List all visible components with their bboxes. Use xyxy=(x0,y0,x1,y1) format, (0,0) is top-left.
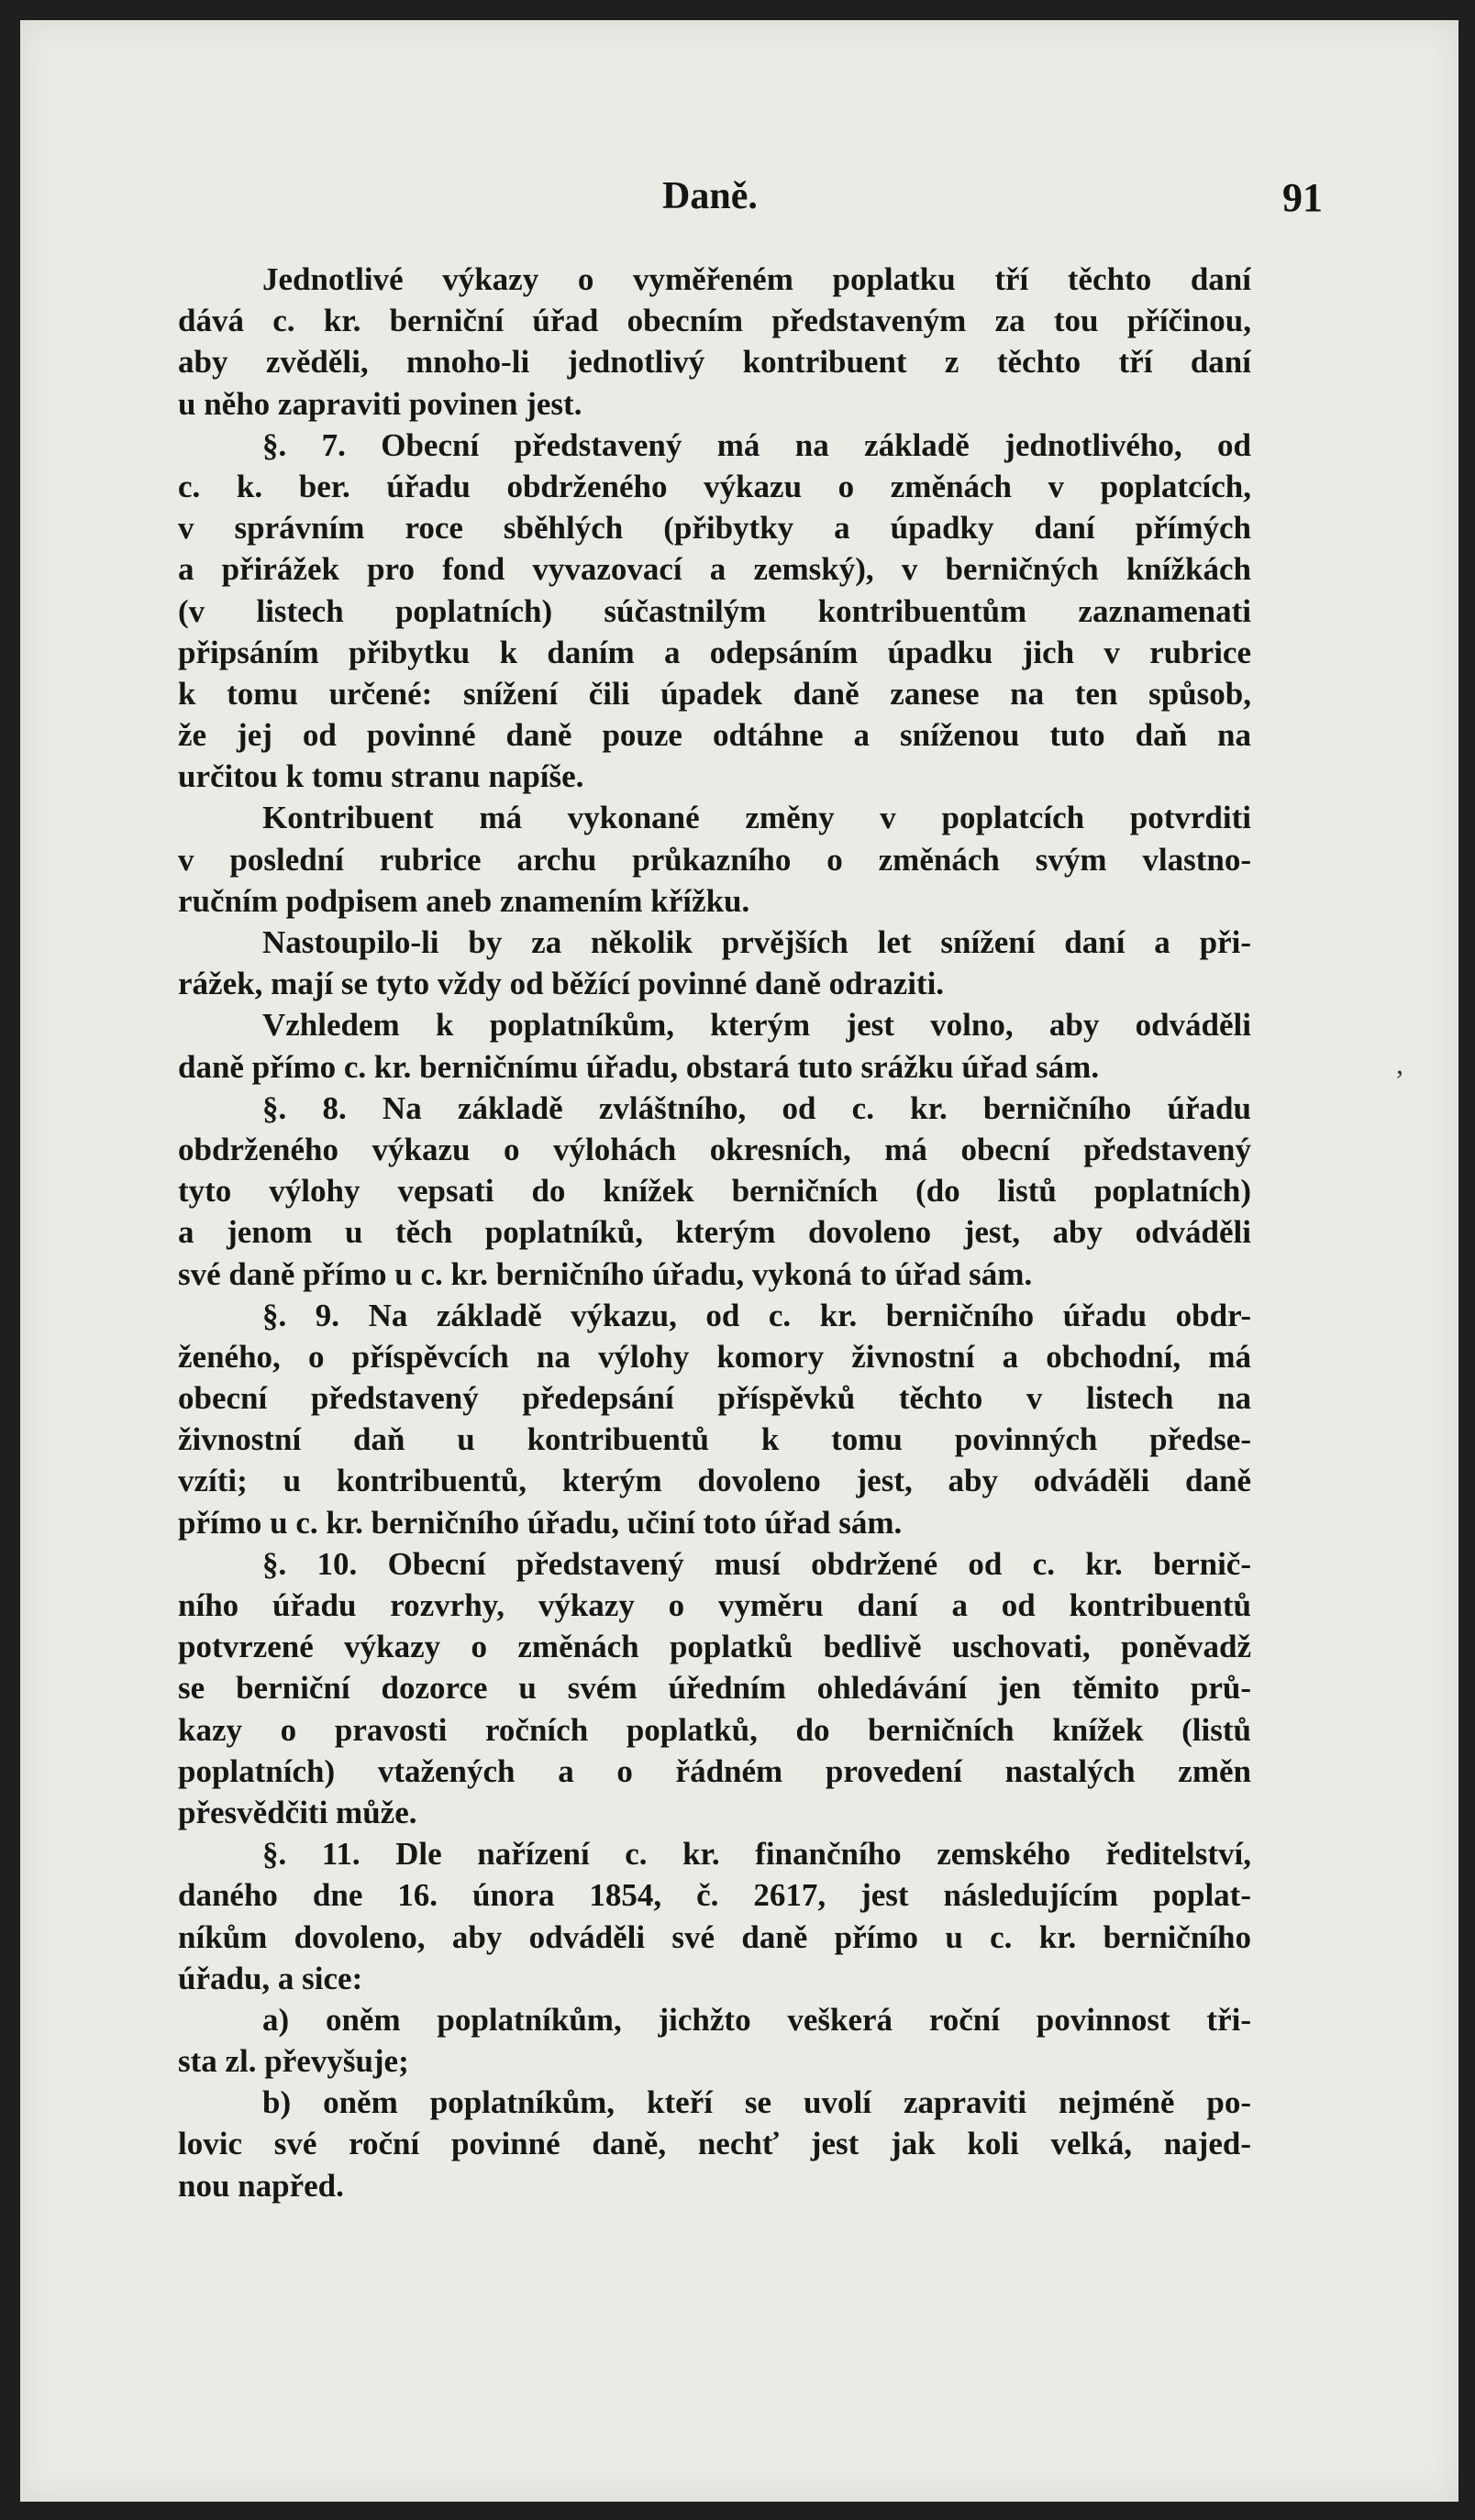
text-line: Nastoupilo-li by za několik prvějších let snížení daní a při- xyxy=(262,924,1251,960)
text-line: potvrzené výkazy o změnách poplatků bedlivě uschovati, poněvadž xyxy=(178,1629,1251,1665)
text-line: a jenom u těch poplatníků, kterým dovoleno jest, aby odváděli xyxy=(178,1214,1251,1251)
text-line: dává c. kr. berniční úřad obecním představeným za tou příčinou, xyxy=(178,303,1251,339)
text-line: Kontribuent má vykonané změny v poplatcích potvrditi xyxy=(262,800,1251,836)
margin-speck: , xyxy=(1396,1047,1403,1080)
text-line: §. 10. Obecní představený musí obdržené od c. kr. bernič- xyxy=(262,1545,1251,1582)
text-line: v poslední rubrice archu průkazního o změnách svým vlastno- xyxy=(178,841,1251,878)
text-line: a přirážek pro fond vyvazovací a zemský), v berničných knížkách xyxy=(178,551,1251,588)
text-line: §. 11. Dle nařízení c. kr. finančního zemského ředitelství, xyxy=(262,1836,1251,1873)
text-line: v správním roce sběhlých (přibytky a úpadky daní přímých xyxy=(178,510,1251,547)
running-title: Daně. xyxy=(662,175,758,217)
text-line: obecní představený předepsání příspěvků těchto v listech na xyxy=(178,1380,1251,1417)
text-line: aby zvěděli, mnoho-li jednotlivý kontribuent z těchto tří daní xyxy=(178,344,1251,381)
text-line: k tomu určené: snížení čili úpadek daně zanese na ten spůsob, xyxy=(178,675,1251,712)
text-line: že jej od povinné daně pouze odtáhne a sníženou tuto daň na xyxy=(178,717,1251,754)
text-line: rážek, mají se tyto vždy od běžící povinné daně odraziti. xyxy=(178,966,945,1002)
text-line: a) oněm poplatníkům, jichžto veškerá roční povinnost tři- xyxy=(262,2001,1251,2038)
text-line: níkům dovoleno, aby odváděli své daně přímo u c. kr. berničního xyxy=(178,1918,1251,1955)
text-line: nou napřed. xyxy=(178,2167,344,2204)
text-line: ženého, o příspěvcích na výlohy komory živnostní a obchodní, má xyxy=(178,1338,1251,1375)
running-header xyxy=(20,174,1458,229)
text-line: §. 8. Na základě zvláštního, od c. kr. berničního úřadu xyxy=(262,1089,1251,1126)
text-line: kazy o pravosti ročních poplatků, do berničních knížek (listů xyxy=(178,1711,1251,1748)
body-text xyxy=(178,259,1251,2206)
text-line: Vzhledem k poplatníkům, kterým jest volno, aby odváděli xyxy=(262,1007,1251,1044)
text-line: §. 9. Na základě výkazu, od c. kr. berničního úřadu obdr- xyxy=(262,1297,1251,1333)
text-line: přímo u c. kr. berničního úřadu, učiní toto úřad sám. xyxy=(178,1504,903,1541)
text-line: tyto výlohy vepsati do knížek berničních (do listů poplatních) xyxy=(178,1173,1251,1210)
text-line: určitou k tomu stranu napíše. xyxy=(178,758,584,795)
page-number: 91 xyxy=(1282,175,1323,220)
text-line: Jednotlivé výkazy o vyměřeném poplatku tří těchto daní xyxy=(262,261,1251,297)
text-line: vzíti; u kontribuentů, kterým dovoleno jest, aby odváděli daně xyxy=(178,1463,1251,1499)
text-line: sta zl. převyšuje; xyxy=(178,2043,409,2080)
book-page xyxy=(20,20,1458,2502)
text-line: daného dne 16. února 1854, č. 2617, jest následujícím poplat- xyxy=(178,1877,1251,1914)
text-line: úřadu, a sice: xyxy=(178,1960,363,1996)
text-line: u něho zapraviti povinen jest. xyxy=(178,385,582,422)
text-line: §. 7. Obecní představený má na základě jednotlivého, od xyxy=(262,426,1251,463)
text-line: c. k. ber. úřadu obdrženého výkazu o změnách v poplatcích, xyxy=(178,468,1251,504)
text-line: daně přímo c. kr. berničnímu úřadu, obstará tuto srážku úřad sám. xyxy=(178,1048,1100,1085)
text-line: ního úřadu rozvrhy, výkazy o vyměru daní a od kontribuentů xyxy=(178,1587,1251,1623)
text-line: ručním podpisem aneb znamením křížku. xyxy=(178,882,750,919)
text-line: poplatních) vtažených a o řádném provedení nastalých změn xyxy=(178,1752,1251,1789)
text-line: obdrženého výkazu o výlohách okresních, má obecní představený xyxy=(178,1131,1251,1167)
text-line: se berniční dozorce u svém úředním ohledávání jen těmito prů- xyxy=(178,1670,1251,1707)
text-line: (v listech poplatních) súčastnilým kontribuentům zaznamenati xyxy=(178,592,1251,629)
text-line: připsáním přibytku k daním a odepsáním úpadku jich v rubrice xyxy=(178,634,1251,670)
text-line: b) oněm poplatníkům, kteří se uvolí zapraviti nejméně po- xyxy=(262,2084,1251,2121)
text-line: své daně přímo u c. kr. berničního úřadu, vykoná to úřad sám. xyxy=(178,1255,1033,1292)
text-line: lovic své roční povinné daně, nechť jest jak koli velká, najed- xyxy=(178,2126,1251,2162)
text-line: živnostní daň u kontribuentů k tomu povinných předse- xyxy=(178,1421,1251,1458)
text-line: přesvědčiti může. xyxy=(178,1794,417,1830)
